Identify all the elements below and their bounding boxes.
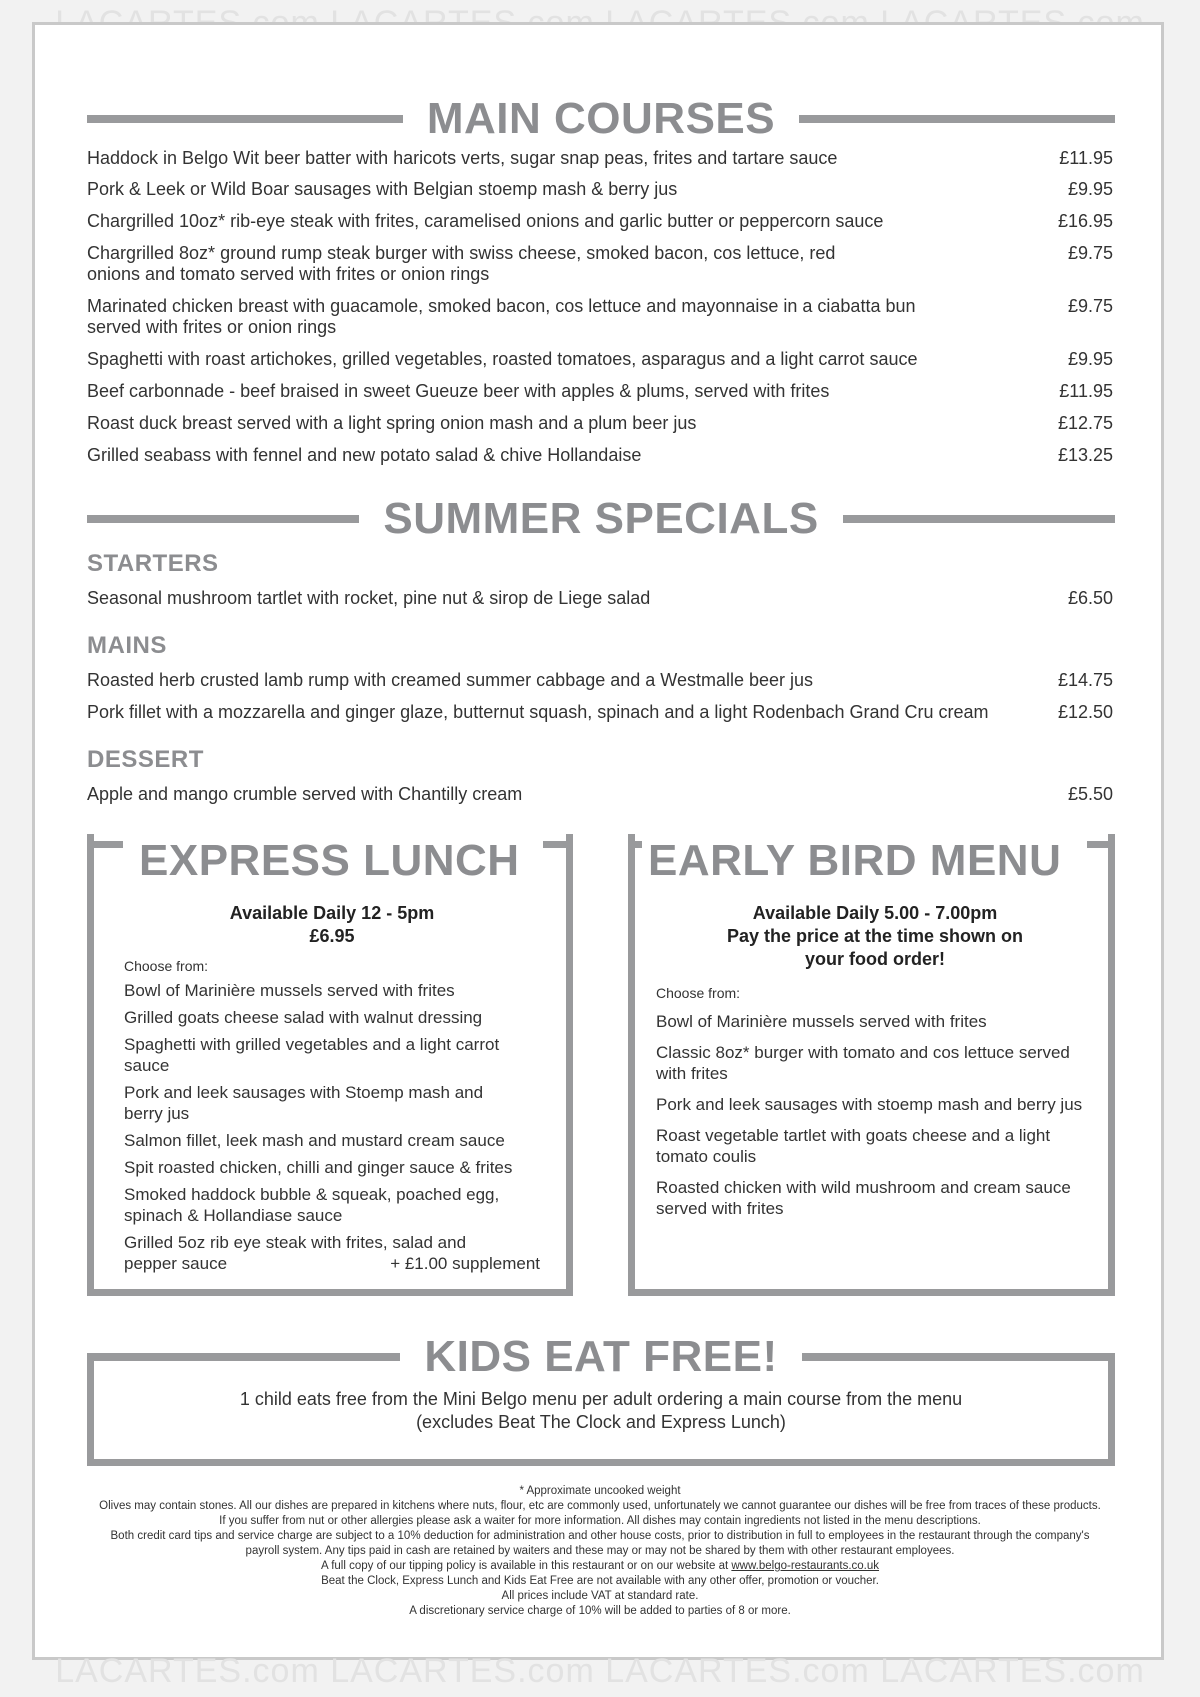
footer-notes [95, 1484, 1105, 1619]
starters-list [87, 588, 1113, 620]
vat-note: All prices include VAT at standard rate. [501, 1590, 699, 1602]
menu-item [87, 784, 1113, 805]
list-item: Bowl of Marinière mussels served with frites [656, 1012, 987, 1031]
list-item: Spaghetti with grilled vegetables and a light carrot sauce [124, 1035, 500, 1075]
list-item: Smoked haddock bubble & squeak, poached egg, spinach & Hollandiase sauce [124, 1185, 500, 1225]
kids-title: KIDS EAT FREE! [424, 1332, 778, 1381]
early-bird-title: EARLY BIRD MENU [648, 836, 1062, 885]
early-bird-note-2: your food order! [805, 949, 945, 969]
list-item: Bowl of Marinière mussels served with frites [124, 981, 455, 1000]
item-price: £9.95 [1067, 179, 1113, 199]
item-desc: Marinated chicken breast with guacamole, smoked bacon, cos lettuce and mayonnaise in a ciabatta bun served with frites or onion rings [87, 296, 916, 337]
box-corner-left [87, 841, 123, 863]
list-item: Roast vegetable tartlet with goats cheese and a light tomato coulis [656, 1126, 1051, 1166]
heading-rule-right [843, 515, 1115, 523]
tips-note: Both credit card tips and service charge are subject to a 10% deduction for administration and other house costs, prior to distribution in full to employees in the restaurant through the company's payroll system. Any tips paid in cash are retained by waiters and these may or may not be shared by them with other restaurant employees. [110, 1530, 1090, 1557]
supplement-note: + £1.00 supplement [390, 1254, 540, 1273]
express-lunch-content [124, 902, 540, 1280]
menu-item [87, 243, 1113, 285]
allergy-note: Olives may contain stones. All our dishes are prepared in kitchens where nuts, flour, etc are commonly used, unfortunately we cannot guarantee our dishes will be free from traces of these products. If you suffer from nut or other allergies please ask a waiter for more information. All dishes may contain ingredients not listed in the menu descriptions. [99, 1500, 1101, 1527]
item-desc: Haddock in Belgo Wit beer batter with haricots verts, sugar snap peas, frites and tartare sauce [87, 148, 838, 168]
item-price: £6.50 [1067, 588, 1113, 608]
express-lunch-availability: Available Daily 12 - 5pm [229, 903, 435, 923]
offers-note: Beat the Clock, Express Lunch and Kids Eat Free are not available with any other offer, promotion or voucher. [321, 1575, 879, 1587]
item-price: £9.95 [1067, 349, 1113, 369]
box-corner-left [628, 841, 642, 863]
item-price: £9.75 [1067, 296, 1113, 316]
box-corner-right [543, 841, 573, 863]
item-desc: Roasted herb crusted lamb rump with creamed summer cabbage and a Westmalle beer jus [87, 670, 814, 690]
early-bird-availability: Available Daily 5.00 - 7.00pm [752, 903, 998, 923]
item-desc: Apple and mango crumble served with Chantilly cream [87, 784, 523, 804]
menu-item [87, 702, 1113, 723]
menu-item [87, 349, 1113, 370]
list-item-steak [124, 1232, 540, 1274]
item-desc: Grilled seabass with fennel and new potato salad & chive Hollandaise [87, 445, 642, 465]
item-desc: Chargrilled 10oz* rib-eye steak with frites, caramelised onions and garlic butter or peppercorn sauce [87, 211, 884, 231]
menu-item [87, 381, 1113, 402]
steak-line-2: pepper sauce [124, 1254, 228, 1273]
item-desc: Pork fillet with a mozzarella and ginger glaze, butternut squash, spinach and a light Rodenbach Grand Cru cream [87, 702, 989, 722]
early-bird-header [628, 834, 1115, 888]
website-link[interactable]: www.belgo-restaurants.co.uk [731, 1560, 880, 1572]
early-bird-choose: Choose from: [656, 985, 741, 1001]
mains-list [87, 670, 1113, 734]
item-price: £14.75 [1057, 670, 1113, 690]
steak-line-1: Grilled 5oz rib eye steak with frites, salad and [124, 1233, 467, 1252]
menu-item [87, 413, 1113, 434]
main-courses-title: MAIN COURSES [426, 94, 776, 143]
express-lunch-choose: Choose from: [124, 958, 209, 974]
express-lunch-title: EXPRESS LUNCH [139, 836, 520, 885]
list-item: Roasted chicken with wild mushroom and cream sauce served with frites [656, 1178, 1071, 1218]
early-bird-box [628, 834, 1115, 1296]
mains-label: MAINS [87, 632, 167, 659]
item-price: £5.50 [1067, 784, 1113, 804]
list-item: Grilled goats cheese salad with walnut dressing [124, 1008, 483, 1027]
kids-line-2: (excludes Beat The Clock and Express Lunch) [416, 1412, 786, 1432]
watermark-bottom: LACARTES.com LACARTES.com LACARTES.com LACARTES.com [55, 1652, 1145, 1690]
heading-rule-left [87, 515, 359, 523]
item-desc: Seasonal mushroom tartlet with rocket, pine nut & sirop de Liege salad [87, 588, 651, 608]
kids-box [87, 1356, 1115, 1466]
menu-item [87, 179, 1113, 200]
steak-line-2-row [124, 1253, 540, 1274]
dessert-label: DESSERT [87, 746, 204, 773]
item-desc: Beef carbonnade - beef braised in sweet Gueuze beer with apples & plums, served with frites [87, 381, 830, 401]
main-courses-heading [87, 92, 1115, 146]
menu-item [87, 296, 1113, 338]
main-courses-list [87, 148, 1113, 477]
item-desc: Roast duck breast served with a light spring onion mash and a plum beer jus [87, 413, 697, 433]
menu-item [87, 148, 1113, 169]
list-item: Spit roasted chicken, chilli and ginger sauce & frites [124, 1158, 513, 1177]
item-desc: Spaghetti with roast artichokes, grilled vegetables, roasted tomatoes, asparagus and a light carrot sauce [87, 349, 918, 369]
menu-item [87, 445, 1113, 466]
policy-prefix: A full copy of our tipping policy is available in this restaurant or on our website at [320, 1560, 729, 1572]
item-price: £11.95 [1059, 381, 1113, 401]
heading-rule-right [799, 115, 1115, 123]
list-item: Pork and leek sausages with stoemp mash and berry jus [656, 1095, 1083, 1114]
item-price: £9.75 [1067, 243, 1113, 263]
menu-item [87, 588, 1113, 609]
dessert-list [87, 784, 1113, 816]
kids-line-1: 1 child eats free from the Mini Belgo menu per adult ordering a main course from the menu [239, 1389, 963, 1409]
early-bird-note-1: Pay the price at the time shown on [726, 926, 1024, 946]
service-note: A discretionary service charge of 10% will be added to parties of 8 or more. [409, 1605, 791, 1617]
weight-note: * Approximate uncooked weight [519, 1485, 681, 1497]
item-price: £11.95 [1059, 148, 1113, 168]
menu-item [87, 670, 1113, 691]
list-item: Classic 8oz* burger with tomato and cos lettuce served with frites [656, 1043, 1070, 1083]
item-price: £12.75 [1057, 413, 1113, 433]
item-price: £12.50 [1057, 702, 1113, 722]
summer-specials-title: SUMMER SPECIALS [383, 494, 819, 543]
policy-note [95, 1559, 1105, 1574]
starters-label: STARTERS [87, 550, 219, 577]
summer-specials-heading [87, 492, 1115, 546]
list-item: Salmon fillet, leek mash and mustard cream sauce [124, 1131, 505, 1150]
box-corner-right [1087, 841, 1115, 863]
menu-item [87, 211, 1113, 232]
item-price: £16.95 [1057, 211, 1113, 231]
express-lunch-price: £6.95 [309, 926, 355, 946]
early-bird-content [656, 902, 1094, 1229]
list-item: Pork and leek sausages with Stoemp mash and berry jus [124, 1083, 484, 1123]
item-desc: Chargrilled 8oz* ground rump steak burger with swiss cheese, smoked bacon, cos lettuce, red onions and tomato served with frites or onion rings [87, 243, 836, 284]
express-lunch-header [87, 834, 573, 888]
heading-rule-left [87, 115, 403, 123]
item-price: £13.25 [1057, 445, 1113, 465]
express-lunch-box [87, 834, 573, 1296]
item-desc: Pork & Leek or Wild Boar sausages with Belgian stoemp mash & berry jus [87, 179, 678, 199]
